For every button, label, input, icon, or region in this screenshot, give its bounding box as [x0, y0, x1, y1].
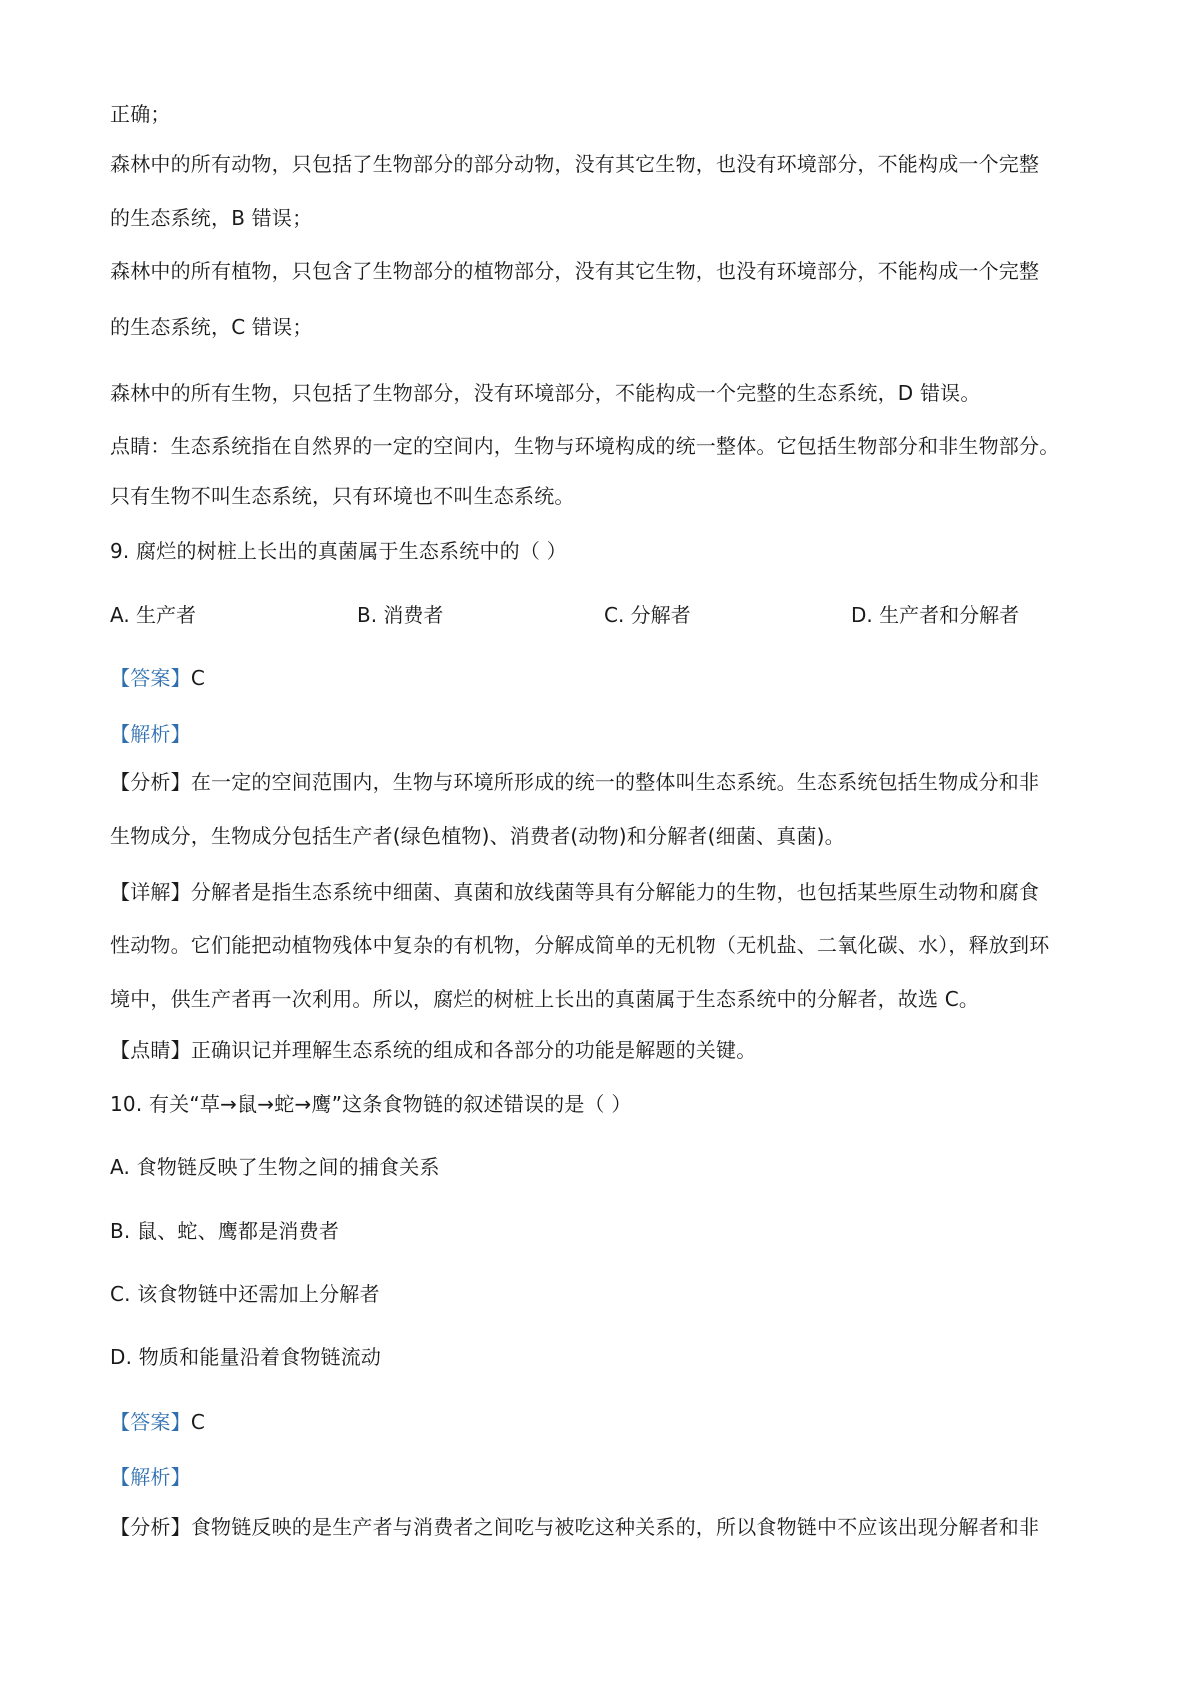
- q9-option-c: C. 分解者: [604, 603, 691, 627]
- text-line: 点睛：生态系统指在自然界的一定的空间内，生物与环境构成的统一整体。它包括生物部分和非生物部分。: [110, 434, 1060, 458]
- fenxi-text: 食物链反映的是生产者与消费者之间吃与被吃这种关系的，所以食物链中不应该出现分解者和非: [190, 1515, 1040, 1539]
- q9-option-a: A. 生产者: [110, 603, 197, 627]
- text-line: 森林中的所有植物，只包含了生物部分的植物部分，没有其它生物，也没有环境部分，不能构成一个完整: [110, 259, 1040, 283]
- fenxi-tag: 【分析】: [110, 770, 191, 794]
- text-line: 只有生物不叫生态系统，只有环境也不叫生态系统。: [110, 484, 575, 508]
- xiangjie-text: 分解者是指生态系统中细菌、真菌和放线菌等具有分解能力的生物，也包括某些原生动物和腐食: [190, 880, 1040, 904]
- q9-option-b: B. 消费者: [357, 603, 444, 627]
- q10-option-c: C. 该食物链中还需加上分解者: [110, 1282, 380, 1306]
- text-line: 的生态系统，C 错误；: [110, 315, 313, 339]
- fenxi-tag: 【分析】: [110, 1515, 191, 1539]
- analysis-tag: 【解析】: [110, 722, 191, 746]
- xiangjie-tag: 【详解】: [110, 880, 191, 904]
- text-line: 的生态系统，B 错误；: [110, 206, 313, 230]
- q10-option-d: D. 物质和能量沿着食物链流动: [110, 1345, 382, 1369]
- q9-xiangjie-line: 性动物。它们能把动植物残体中复杂的有机物，分解成简单的无机物（无机盐、二氧化碳、水），释放到环: [110, 933, 1050, 957]
- text-line: 森林中的所有动物，只包括了生物部分的部分动物，没有其它生物，也没有环境部分，不能构成一个完整: [110, 152, 1040, 176]
- text-line: 森林中的所有生物，只包括了生物部分，没有环境部分，不能构成一个完整的生态系统，D 错误。: [110, 381, 981, 405]
- q9-answer: [110, 664, 205, 692]
- dianjing-text: 正确识记并理解生态系统的组成和各部分的功能是解题的关键。: [190, 1038, 757, 1062]
- q10-option-a: A. 食物链反映了生物之间的捕食关系: [110, 1155, 440, 1179]
- q10-fenxi-line: [110, 1513, 1039, 1541]
- q9-analysis-heading: [110, 720, 191, 748]
- q10-answer: [110, 1408, 205, 1436]
- answer-value: C: [190, 666, 205, 690]
- text-line: 正确；: [110, 102, 171, 126]
- answer-tag: 【答案】: [110, 666, 191, 690]
- question-9-stem: 9. 腐烂的树桩上长出的真菌属于生态系统中的（ ）: [110, 539, 567, 563]
- q9-fenxi-line: 生物成分，生物成分包括生产者(绿色植物)、消费者(动物)和分解者(细菌、真菌)。: [110, 824, 845, 848]
- q9-xiangjie-line: [110, 878, 1039, 906]
- dianjing-tag: 【点睛】: [110, 1038, 191, 1062]
- q10-analysis-heading: [110, 1463, 191, 1491]
- answer-tag: 【答案】: [110, 1410, 191, 1434]
- fenxi-text: 在一定的空间范围内，生物与环境所形成的统一的整体叫生态系统。生态系统包括生物成分和非: [190, 770, 1040, 794]
- q10-option-b: B. 鼠、蛇、鹰都是消费者: [110, 1219, 340, 1243]
- q9-fenxi-line: [110, 768, 1039, 796]
- question-10-stem: 10. 有关“草→鼠→蛇→鹰”这条食物链的叙述错误的是（ ）: [110, 1092, 632, 1116]
- analysis-tag: 【解析】: [110, 1465, 191, 1489]
- answer-value: C: [190, 1410, 205, 1434]
- q9-xiangjie-line: 境中，供生产者再一次利用。所以，腐烂的树桩上长出的真菌属于生态系统中的分解者，故选 C。: [110, 987, 980, 1011]
- q9-dianjing-line: [110, 1036, 756, 1064]
- q9-option-d: D. 生产者和分解者: [851, 603, 1020, 627]
